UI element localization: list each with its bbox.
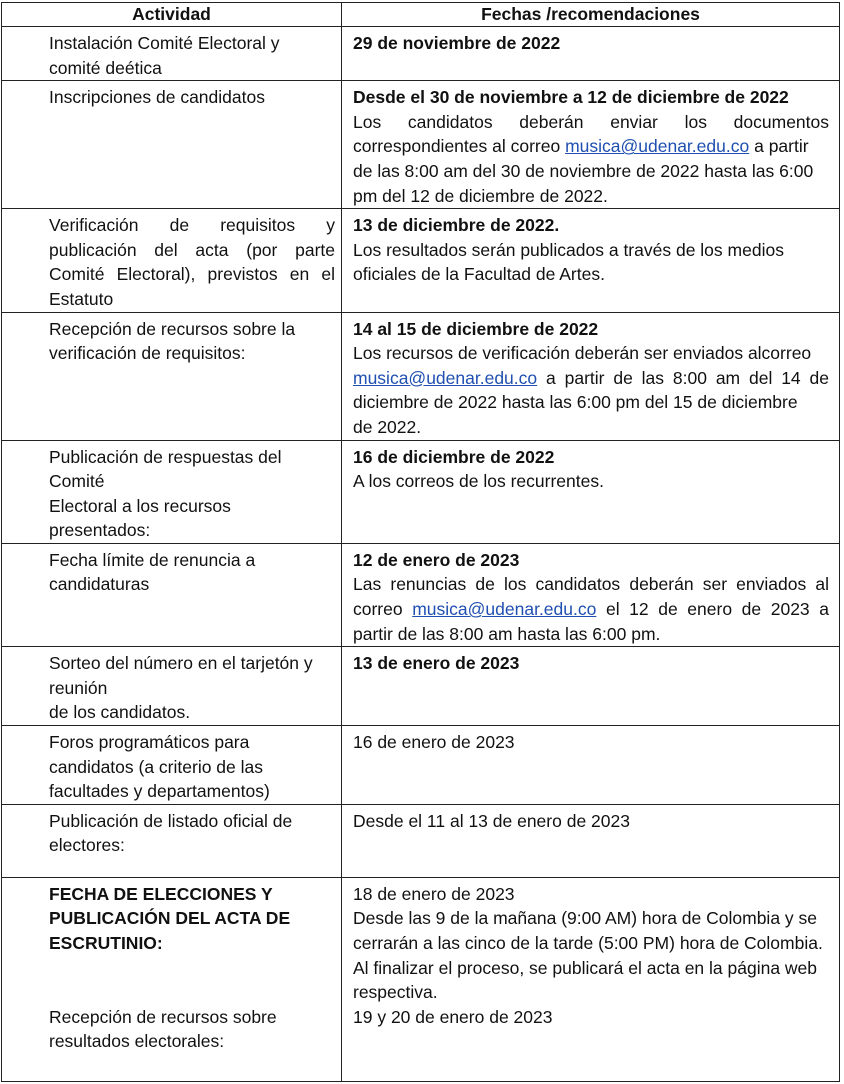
date-cell xyxy=(342,312,840,440)
detail-line: cerrarán a las cinco de la tarde (5:00 PM) hora de Colombia. xyxy=(353,933,823,953)
activity-line: Electoral a los recursos xyxy=(49,495,231,516)
date-cell xyxy=(342,27,840,81)
activity-line: presentados: xyxy=(49,520,151,541)
activity-cell xyxy=(2,726,342,805)
activity-cell xyxy=(2,804,342,877)
date-heading: 29 de noviembre de 2022 xyxy=(353,33,561,53)
activity-line: candidatos (a criterio de las xyxy=(49,756,263,777)
activity-line: facultades y departamentos) xyxy=(49,781,270,802)
activity-line: Instalación Comité Electoral y xyxy=(49,33,280,53)
activity-cell xyxy=(2,647,342,726)
date-cell xyxy=(342,543,840,646)
detail-line: diciembre de 2022 hasta las 6:00 pm del 15 de diciembre xyxy=(353,392,798,413)
table-row xyxy=(2,440,840,543)
election-heading-line: ESCRUTINIO: xyxy=(49,933,163,953)
election-heading-line: FECHA DE ELECCIONES Y xyxy=(49,883,273,904)
detail-line: Al finalizar el proceso, se publicará el acta en la página web xyxy=(353,957,818,978)
column-header-actividad: Actividad xyxy=(2,3,342,27)
date-cell xyxy=(342,726,840,805)
schedule-table xyxy=(1,2,840,1082)
activity-line: candidaturas xyxy=(49,574,150,595)
activity-cell xyxy=(2,81,342,209)
date-heading: 14 al 15 de diciembre de 2022 xyxy=(353,318,599,339)
activity-line: publicación del acta (por parte xyxy=(49,239,335,260)
activity-line: Comité xyxy=(49,471,105,492)
activity-line: de los candidatos. xyxy=(49,702,191,723)
activity-line: comité deética xyxy=(49,57,162,78)
detail-line: de 2022. xyxy=(353,416,422,437)
date-text: 16 de enero de 2023 xyxy=(353,732,515,753)
date-text: Desde el 11 al 13 de enero de 2023 xyxy=(353,810,630,831)
activity-cell xyxy=(2,312,342,440)
detail-line: respectiva. xyxy=(353,982,438,1003)
table-row xyxy=(2,726,840,805)
activity-line: Verificación de requisitos y xyxy=(49,215,335,236)
activity-line: Publicación de respuestas del xyxy=(49,446,282,467)
activity-line: resultados electorales: xyxy=(49,1031,225,1052)
activity-line: Inscripciones de candidatos xyxy=(49,87,265,108)
activity-line: Foros programáticos para xyxy=(49,732,250,753)
date-cell xyxy=(342,647,840,726)
detail-line: Las renuncias de los candidatos deberán ser enviados al xyxy=(353,574,829,595)
spacer xyxy=(49,956,335,1005)
email-link[interactable]: musica@udenar.edu.co xyxy=(565,136,750,157)
date-text: 18 de enero de 2023 xyxy=(353,883,515,904)
activity-line: Sorteo del número en el tarjetón y xyxy=(49,653,313,674)
activity-cell xyxy=(2,209,342,312)
detail-line: A los correos de los recurrentes. xyxy=(353,471,604,492)
activity-cell xyxy=(2,27,342,81)
detail-line: correspondientes al correo xyxy=(353,136,561,157)
detail-line: Los recursos de verificación deberán ser enviados alcorreo xyxy=(353,343,812,364)
activity-cell xyxy=(2,543,342,646)
date-heading: Desde el 30 de noviembre a 12 de diciembre de 2022 xyxy=(353,87,789,108)
activity-line: Recepción de recursos sobre xyxy=(49,1006,277,1027)
table-row xyxy=(2,543,840,646)
activity-line: Fecha límite de renuncia a xyxy=(49,549,256,570)
detail-line: Los candidatos deberán enviar los documentos xyxy=(353,111,829,132)
detail-line: a partir de las 8:00 am del 14 de xyxy=(546,367,829,388)
table-row xyxy=(2,312,840,440)
activity-cell xyxy=(2,440,342,543)
activity-line: Comité Electoral), previstos en el xyxy=(49,264,335,285)
detail-line: Los resultados serán publicados a través de los medios xyxy=(353,239,784,260)
date-heading: 16 de diciembre de 2022 xyxy=(353,446,555,467)
activity-line: reunión xyxy=(49,677,108,698)
table-row xyxy=(2,647,840,726)
table-row xyxy=(2,81,840,209)
detail-line: el 12 de enero de 2023 a xyxy=(605,599,829,620)
activity-line: electores: xyxy=(49,835,125,856)
detail-line-wrap xyxy=(353,597,829,622)
detail-line: a partir xyxy=(754,136,809,157)
detail-line: correo xyxy=(353,599,403,620)
activity-line: Recepción de recursos sobre la xyxy=(49,318,296,339)
activity-cell xyxy=(2,877,342,1081)
table-row xyxy=(2,804,840,877)
date-heading: 13 de diciembre de 2022. xyxy=(353,215,560,236)
date-cell xyxy=(342,804,840,877)
email-link[interactable]: musica@udenar.edu.co xyxy=(412,599,597,620)
table-row xyxy=(2,209,840,312)
table-row xyxy=(2,27,840,81)
date-cell xyxy=(342,877,840,1081)
date-cell xyxy=(342,440,840,543)
table-row xyxy=(2,877,840,1081)
detail-line: partir de las 8:00 am hasta las 6:00 pm. xyxy=(353,623,661,644)
detail-line: Desde las 9 de la mañana (9:00 AM) hora de Colombia y se xyxy=(353,908,818,929)
detail-line: pm del 12 de diciembre de 2022. xyxy=(353,185,608,206)
activity-line: verificación de requisitos: xyxy=(49,343,246,364)
date-cell xyxy=(342,209,840,312)
date-text: 19 y 20 de enero de 2023 xyxy=(353,1006,553,1027)
date-heading: 13 de enero de 2023 xyxy=(353,653,520,674)
detail-line: de las 8:00 am del 30 de noviembre de 2022 hasta las 6:00 xyxy=(353,160,814,181)
detail-line-wrap xyxy=(353,366,829,391)
email-link[interactable]: musica@udenar.edu.co xyxy=(353,367,538,388)
date-cell xyxy=(342,81,840,209)
activity-line: Publicación de listado oficial de xyxy=(49,810,293,831)
column-header-fechas: Fechas /recomendaciones xyxy=(342,3,840,27)
detail-line: oficiales de la Facultad de Artes. xyxy=(353,264,605,285)
election-heading-line: PUBLICACIÓN DEL ACTA DE xyxy=(49,908,291,929)
activity-line: Estatuto xyxy=(49,288,114,309)
table-header-row xyxy=(2,3,840,27)
date-heading: 12 de enero de 2023 xyxy=(353,549,520,570)
